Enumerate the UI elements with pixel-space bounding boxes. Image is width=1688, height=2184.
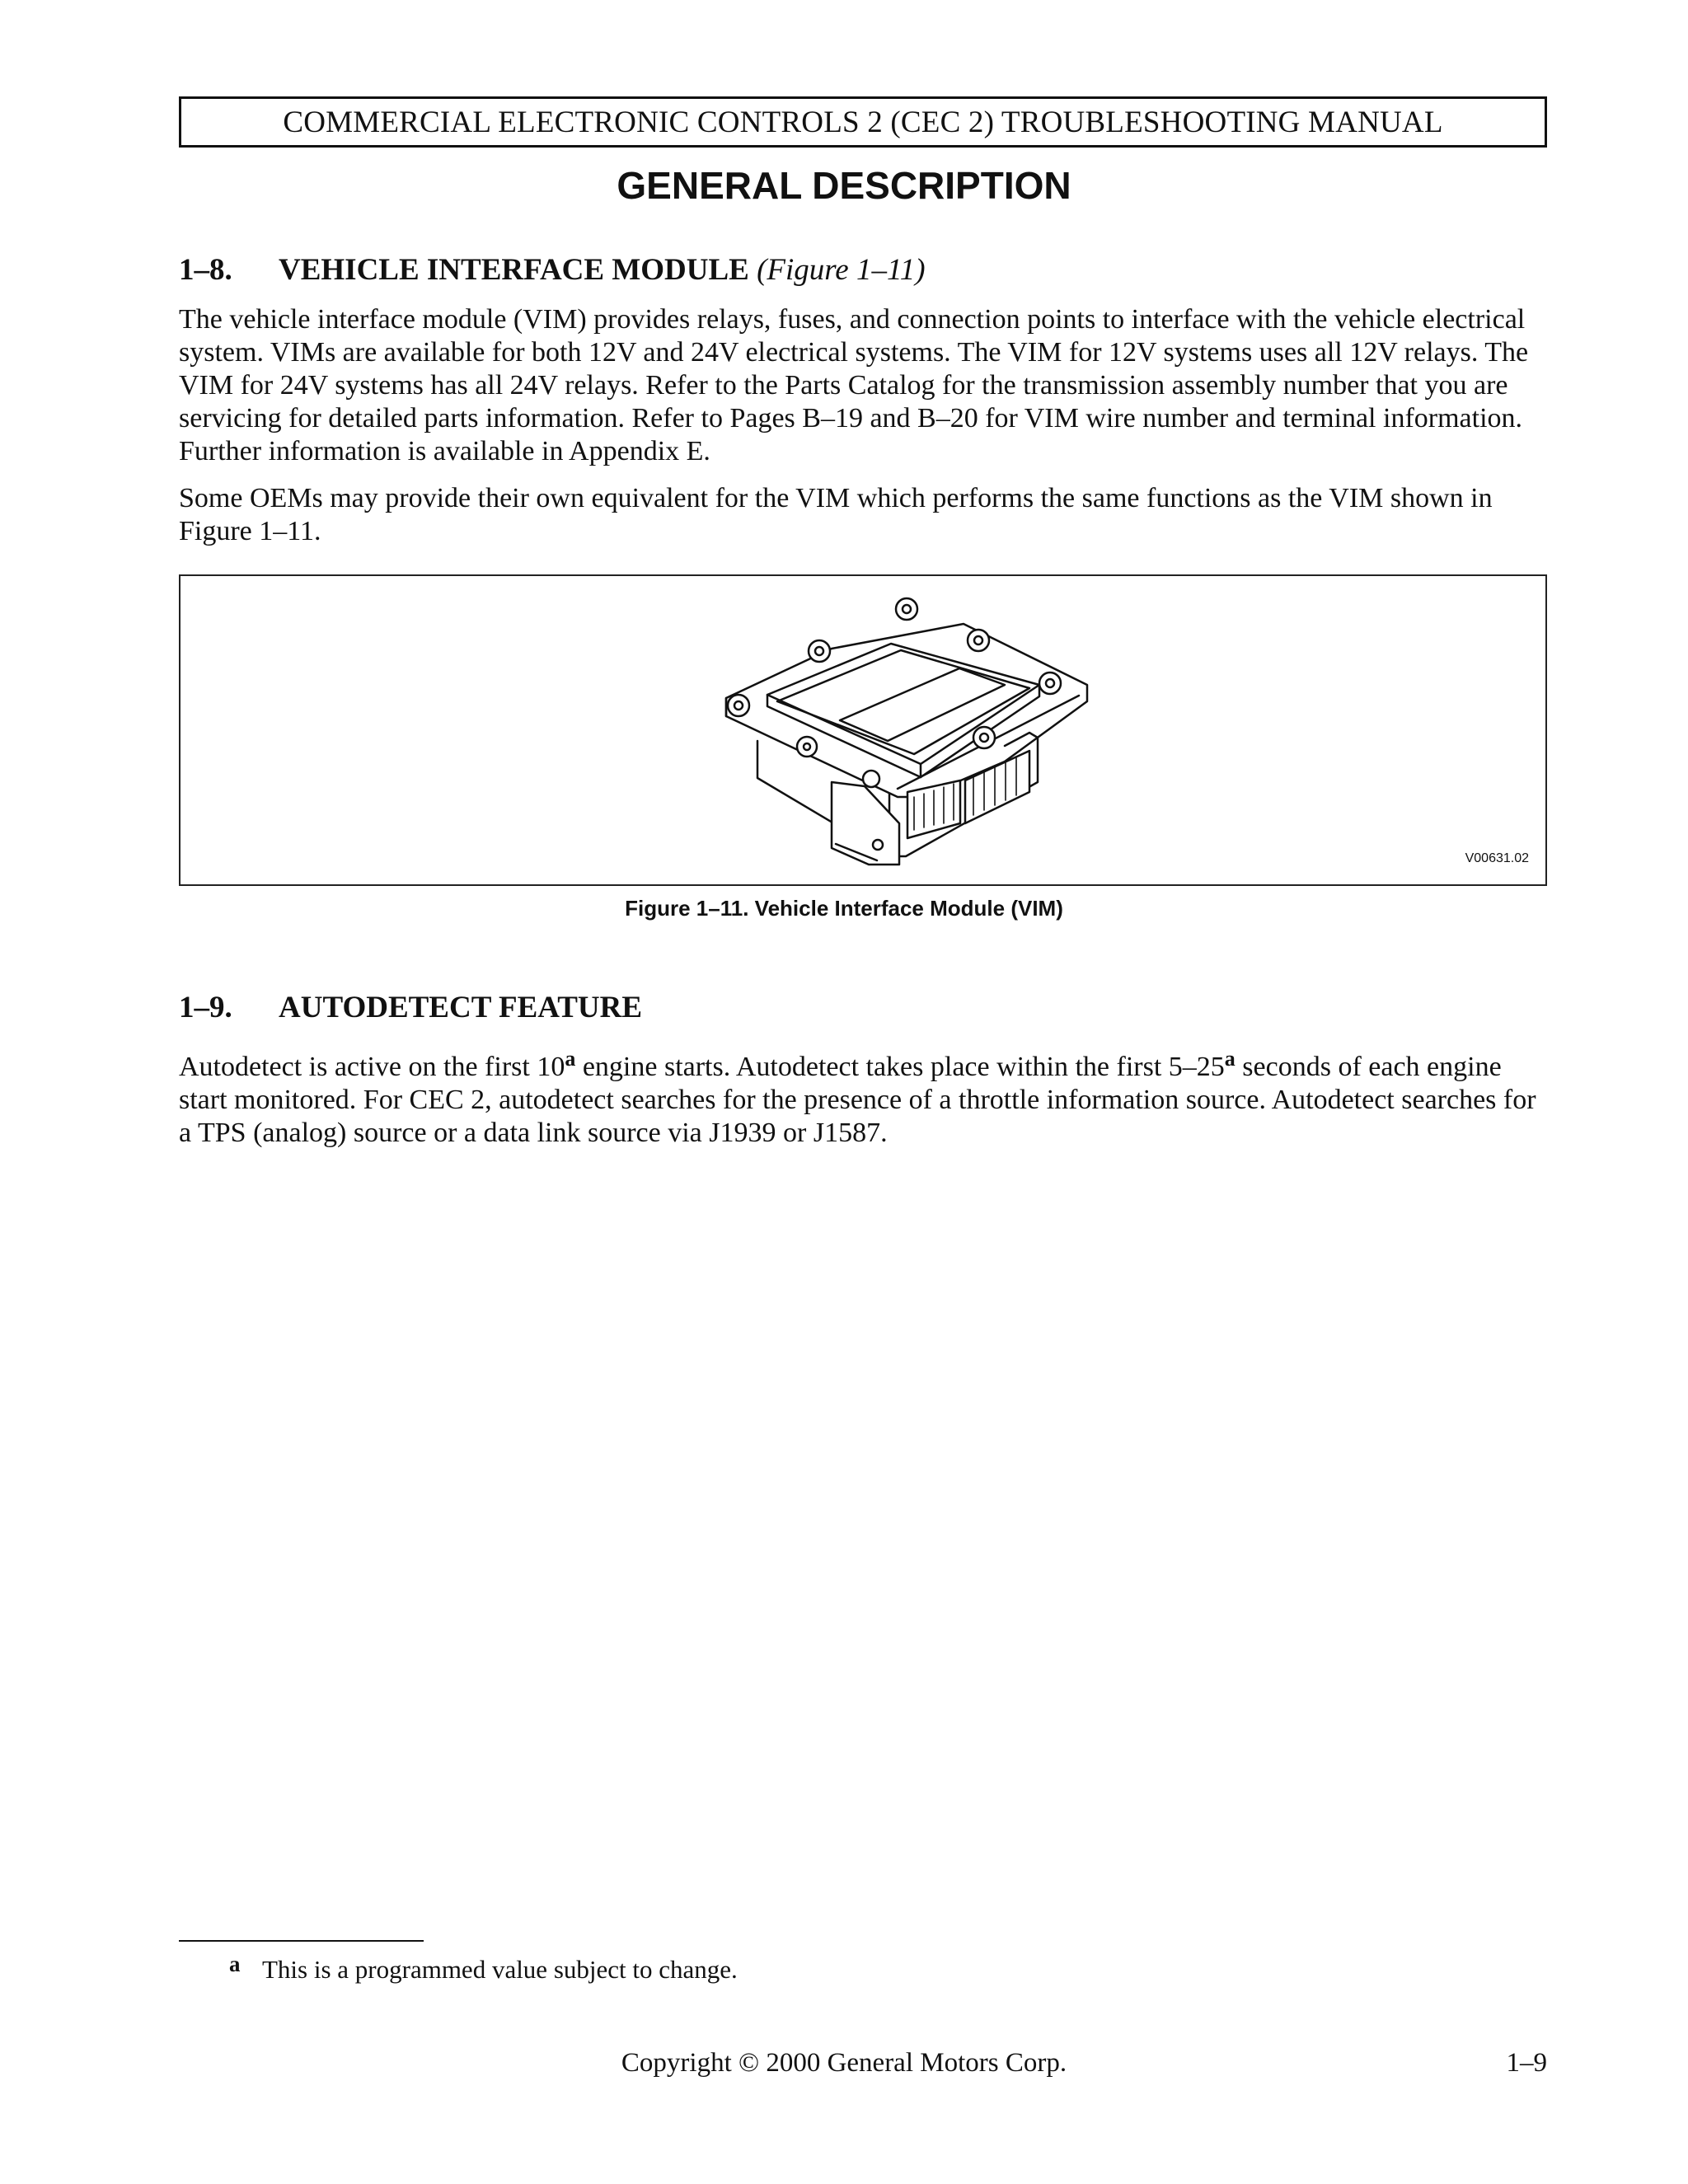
figure-reference: (Figure 1–11) <box>757 253 926 287</box>
figure-id-label: V00631.02 <box>1465 851 1529 865</box>
footnote-divider <box>179 1940 424 1942</box>
footnote-mark: a <box>229 1952 241 1976</box>
autodetect-text-1: Autodetect is active on the first 10 <box>179 1052 565 1082</box>
copyright-notice: Copyright © 2000 General Motors Corp. <box>621 2048 1067 2078</box>
vim-description-paragraph: The vehicle interface module (VIM) provides relays, fuses, and connection points to interface with the vehicle electrical system. VIMs are available for both 12V and 24V electrical systems. The VIM for 12V systems uses all 12V relays. The VIM for 24V systems has all 24V relays. Refer to the Parts Catalog for the transmission assembly number that you are servicing for detailed parts information. Refer to Pages B–19 and B–20 for VIM wire number and terminal information. Further information is available in Appendix E. <box>179 304 1529 466</box>
section-number: 1–9. <box>179 991 232 1024</box>
autodetect-text-3: seconds of each engine start monitored. For CEC 2, autodetect searches for the presence of a throttle information source. Autodetect searches for a TPS (analog) source or a data link source via J1939 or J1587. <box>179 1052 1536 1148</box>
footnote-marker[interactable]: a <box>565 1047 576 1071</box>
footnote-marker[interactable]: a <box>1224 1047 1236 1071</box>
section-heading-vim <box>179 252 926 288</box>
autodetect-paragraph <box>179 1047 1547 1150</box>
footnote-text: This is a programmed value subject to change. <box>262 1955 738 1984</box>
figure-caption: Figure 1–11. Vehicle Interface Module (VIM) <box>625 896 1063 921</box>
section-title: AUTODETECT FEATURE <box>279 991 643 1024</box>
running-header <box>179 96 1547 148</box>
page-number: 1–9 <box>1506 2048 1547 2078</box>
section-title: VEHICLE INTERFACE MODULE <box>279 253 749 287</box>
manual-title: COMMERCIAL ELECTRONIC CONTROLS 2 (CEC 2) TROUBLESHOOTING MANUAL <box>283 105 1443 139</box>
page-title: GENERAL DESCRIPTION <box>617 164 1071 207</box>
autodetect-text-2: engine starts. Autodetect takes place within the first 5–25 <box>575 1052 1225 1082</box>
footnote <box>229 1952 738 1985</box>
section-heading-autodetect <box>179 990 642 1025</box>
oem-equivalent-paragraph: Some OEMs may provide their own equivalent for the VIM which performs the same functions as the VIM shown in Figure 1–11. <box>179 483 1493 546</box>
section-number: 1–8. <box>179 253 232 287</box>
vim-illustration <box>181 576 1545 884</box>
figure-vim <box>179 574 1547 886</box>
